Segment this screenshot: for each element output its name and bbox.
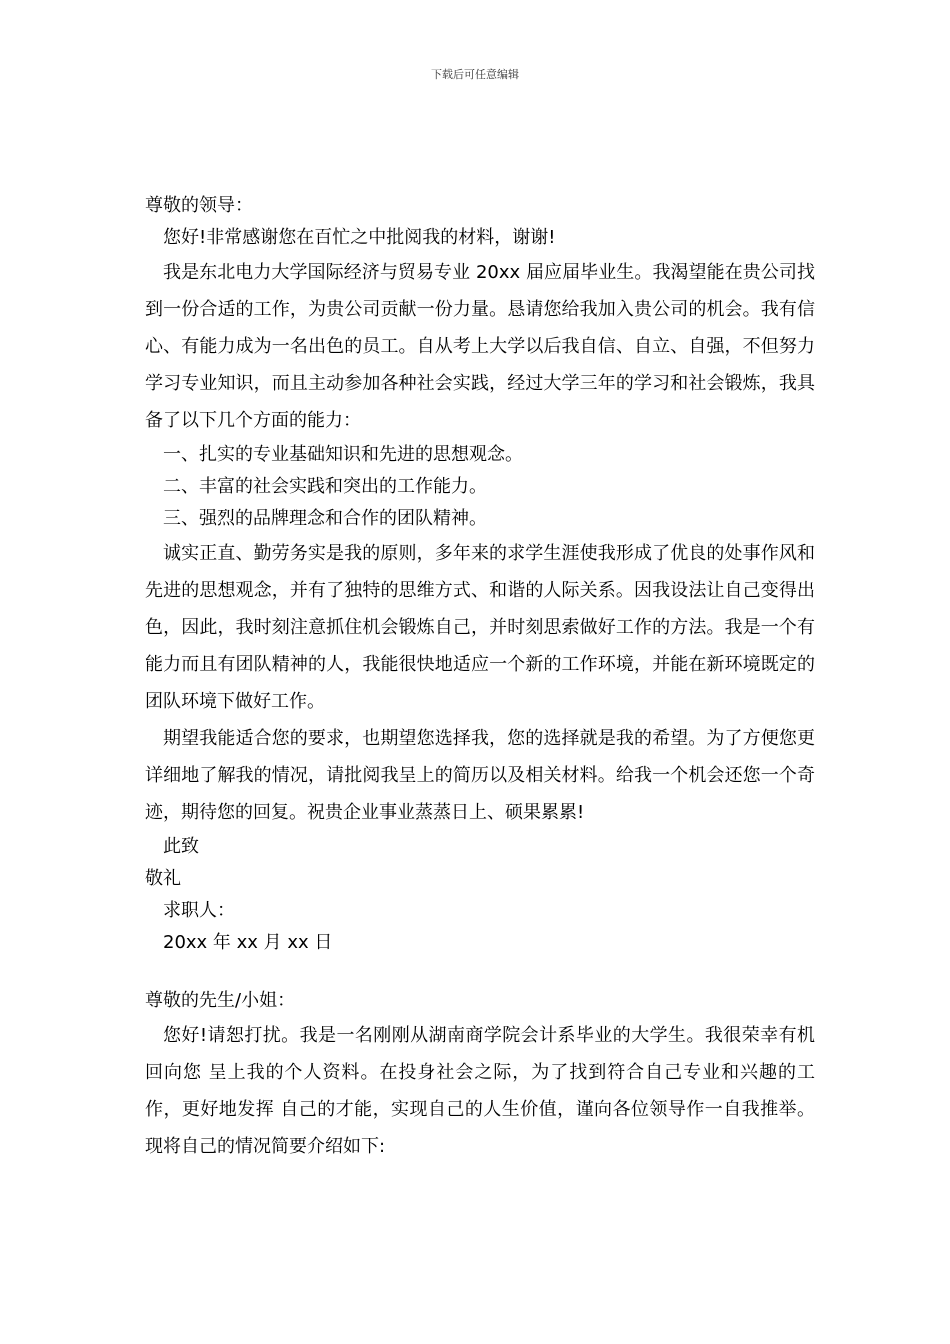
section-gap bbox=[145, 959, 815, 985]
self-intro-paragraph: 您好!请恕打扰。我是一名刚刚从湖南商学院会计系毕业的大学生。我很荣幸有机回向您 呈上我的个人资料。在投身社会之际，为了找到符合自己专业和兴趣的工作，更好地发挥 自己的才能，实现自己的人生价值，谨向各位领导作一自我推举。 现将自己的情况简要介绍如下: bbox=[145, 1025, 815, 1157]
greeting: 您好!非常感谢您在百忙之中批阅我的材料，谢谢! bbox=[163, 227, 556, 248]
closing-jingli: 敬礼 bbox=[145, 868, 181, 889]
principles-paragraph: 诚实正直、勤劳务实是我的原则，多年来的求学生涯使我形成了优良的处事作风和先进的思想观念，并有了独特的思维方式、和谐的人际关系。因我设法让自己变得出色，因此，我时刻注意抓住机会锻炼自己，并时刻思索做好工作的方法。我是一个有能力而且有团队精神的人，我能很快地适应一个新的工作环境，并能在新环境既定的团队环境下做好工作。 bbox=[145, 543, 815, 712]
ability-item-3: 三、强烈的品牌理念和合作的团队精神。 bbox=[163, 508, 487, 529]
ability-item-1: 一、扎实的专业基础知识和先进的思想观念。 bbox=[163, 444, 523, 465]
closing-cizhi: 此致 bbox=[163, 836, 199, 857]
salutation-2: 尊敬的先生/小姐： bbox=[145, 990, 296, 1011]
document-body bbox=[145, 190, 815, 1165]
cover-letter-1 bbox=[145, 190, 815, 959]
salutation: 尊敬的领导： bbox=[145, 195, 253, 216]
date-line: 20xx 年 xx 月 xx 日 bbox=[163, 932, 333, 953]
signer-label: 求职人： bbox=[163, 900, 235, 921]
hope-paragraph: 期望我能适合您的要求，也期望您选择我，您的选择就是我的希望。为了方便您更详细地了解我的情况，请批阅我呈上的简历以及相关材料。给我一个机会还您一个奇迹，期待您的回复。祝贵企业事业蒸蒸日上、硕果累累! bbox=[145, 728, 815, 823]
intro-paragraph: 我是东北电力大学国际经济与贸易专业 20xx 届应届毕业生。我渴望能在贵公司找到一份合适的工作，为贵公司贡献一份力量。恳请您给我加入贵公司的机会。我有信心、有能力成为一名出色的员工。自从考上大学以后我自信、自立、自强，不但努力学习专业知识，而且主动参加各种社会实践，经过大学三年的学习和社会锻炼，我具备了以下几个方面的能力： bbox=[145, 262, 815, 431]
cover-letter-2 bbox=[145, 985, 815, 1165]
ability-item-2: 二、丰富的社会实践和突出的工作能力。 bbox=[163, 476, 487, 497]
page-header-note: 下载后可任意编辑 bbox=[431, 68, 519, 81]
